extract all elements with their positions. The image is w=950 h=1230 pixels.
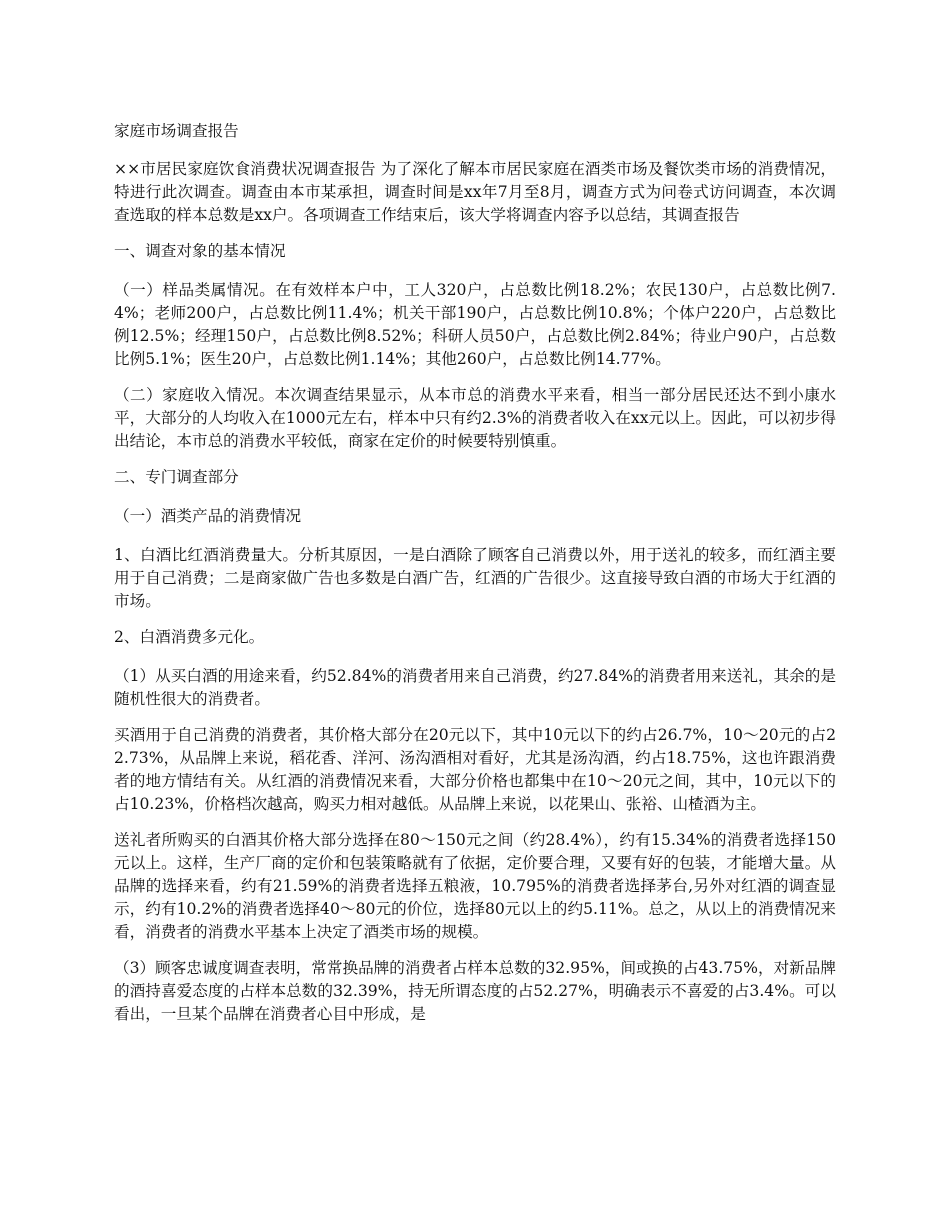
- section-heading-basic-info: 一、调查对象的基本情况: [114, 242, 286, 260]
- paragraph-sample-categories: （一）样品类属情况。在有效样本户中，工人320户，占总数比例18.2%；农民130户，占总数比例7.4%；老师200户，占总数比例11.4%；机关干部190户，占总数比例10.8%；个体户220户，占总数比例12.5%；经理150户，占总数比例8.52%；科研人员50户，占总数比例2.84%；待业户90户，占总数比例5.1%；医生20户，占总数比例1.14%；其他260户，占总数比例14.77%。: [114, 281, 836, 368]
- intro-paragraph: ××市居民家庭饮食消费状况调查报告 为了深化了解本市居民家庭在酒类市场及餐饮类市场的消费情况，特进行此次调查。调查由本市某承担，调查时间是xx年7月至8月，调查方式为问卷式访问调查，本次调查选取的样本总数是xx户。各项调查工作结束后，该大学将调查内容予以总结，其调查报告: [114, 160, 836, 224]
- paragraph-gift-purchase: 送礼者所购买的白酒其价格大部分选择在80～150元之间（约28.4%），约有15.34%的消费者选择150元以上。这样，生产厂商的定价和包装策略就有了依据，定价要合理，又要有好的包装，才能增大量。从品牌的选择来看，约有21.59%的消费者选择五粮液，10.795%的消费者选择茅台,另外对红酒的调查显示，约有10.2%的消费者选择40～80元的价位，选择80元以上的约5.11%。总之，从以上的消费情况来看，消费者的消费水平基本上决定了酒类市场的规模。: [114, 831, 836, 941]
- paragraph-self-consumption: 买酒用于自己消费的消费者，其价格大部分在20元以下，其中10元以下的约占26.7%，10～20元的占22.73%，从品牌上来说，稻花香、洋河、汤沟酒相对看好，尤其是汤沟酒，约占18.75%，这也许跟消费者的地方情结有关。从红酒的消费情况来看，大部分价格也都集中在10～20元之间，其中，10元以下的占10.23%，价格档次越高，购买力相对越低。从品牌上来说，以花果山、张裕、山楂酒为主。: [114, 726, 836, 813]
- paragraph-household-income: （二）家庭收入情况。本次调查结果显示，从本市总的消费水平来看，相当一部分居民还达不到小康水平，大部分的人均收入在1000元左右，样本中只有约2.3%的消费者收入在xx元以上。因此，可以初步得出结论，本市总的消费水平较低，商家在定价的时候要特别慎重。: [114, 386, 836, 450]
- paragraph-purchase-purpose: （1）从买白酒的用途来看，约52.84%的消费者用来自己消费，约27.84%的消费者用来送礼，其余的是随机性很大的消费者。: [114, 667, 836, 708]
- paragraph-customer-loyalty: （3）顾客忠诚度调查表明，常常换品牌的消费者占样本总数的32.95%，间或换的占43.75%，对新品牌的酒持喜爱态度的占样本总数的32.39%，持无所谓态度的占52.27%，明确表示不喜爱的占3.4%。可以看出，一旦某个品牌在消费者心目中形成，是: [114, 959, 836, 1023]
- paragraph-baijiu-vs-wine: 1、白酒比红酒消费量大。分析其原因，一是白酒除了顾客自己消费以外，用于送礼的较多，而红酒主要用于自己消费；二是商家做广告也多数是白酒广告，红酒的广告很少。这直接导致白酒的市场大于红酒的市场。: [114, 546, 836, 610]
- paragraph-baijiu-diversified: 2、白酒消费多元化。: [114, 628, 265, 646]
- subsection-heading-liquor: （一）酒类产品的消费情况: [114, 507, 302, 525]
- section-heading-special-survey: 二、专门调查部分: [114, 468, 239, 486]
- document-title: 家庭市场调查报告: [114, 122, 239, 140]
